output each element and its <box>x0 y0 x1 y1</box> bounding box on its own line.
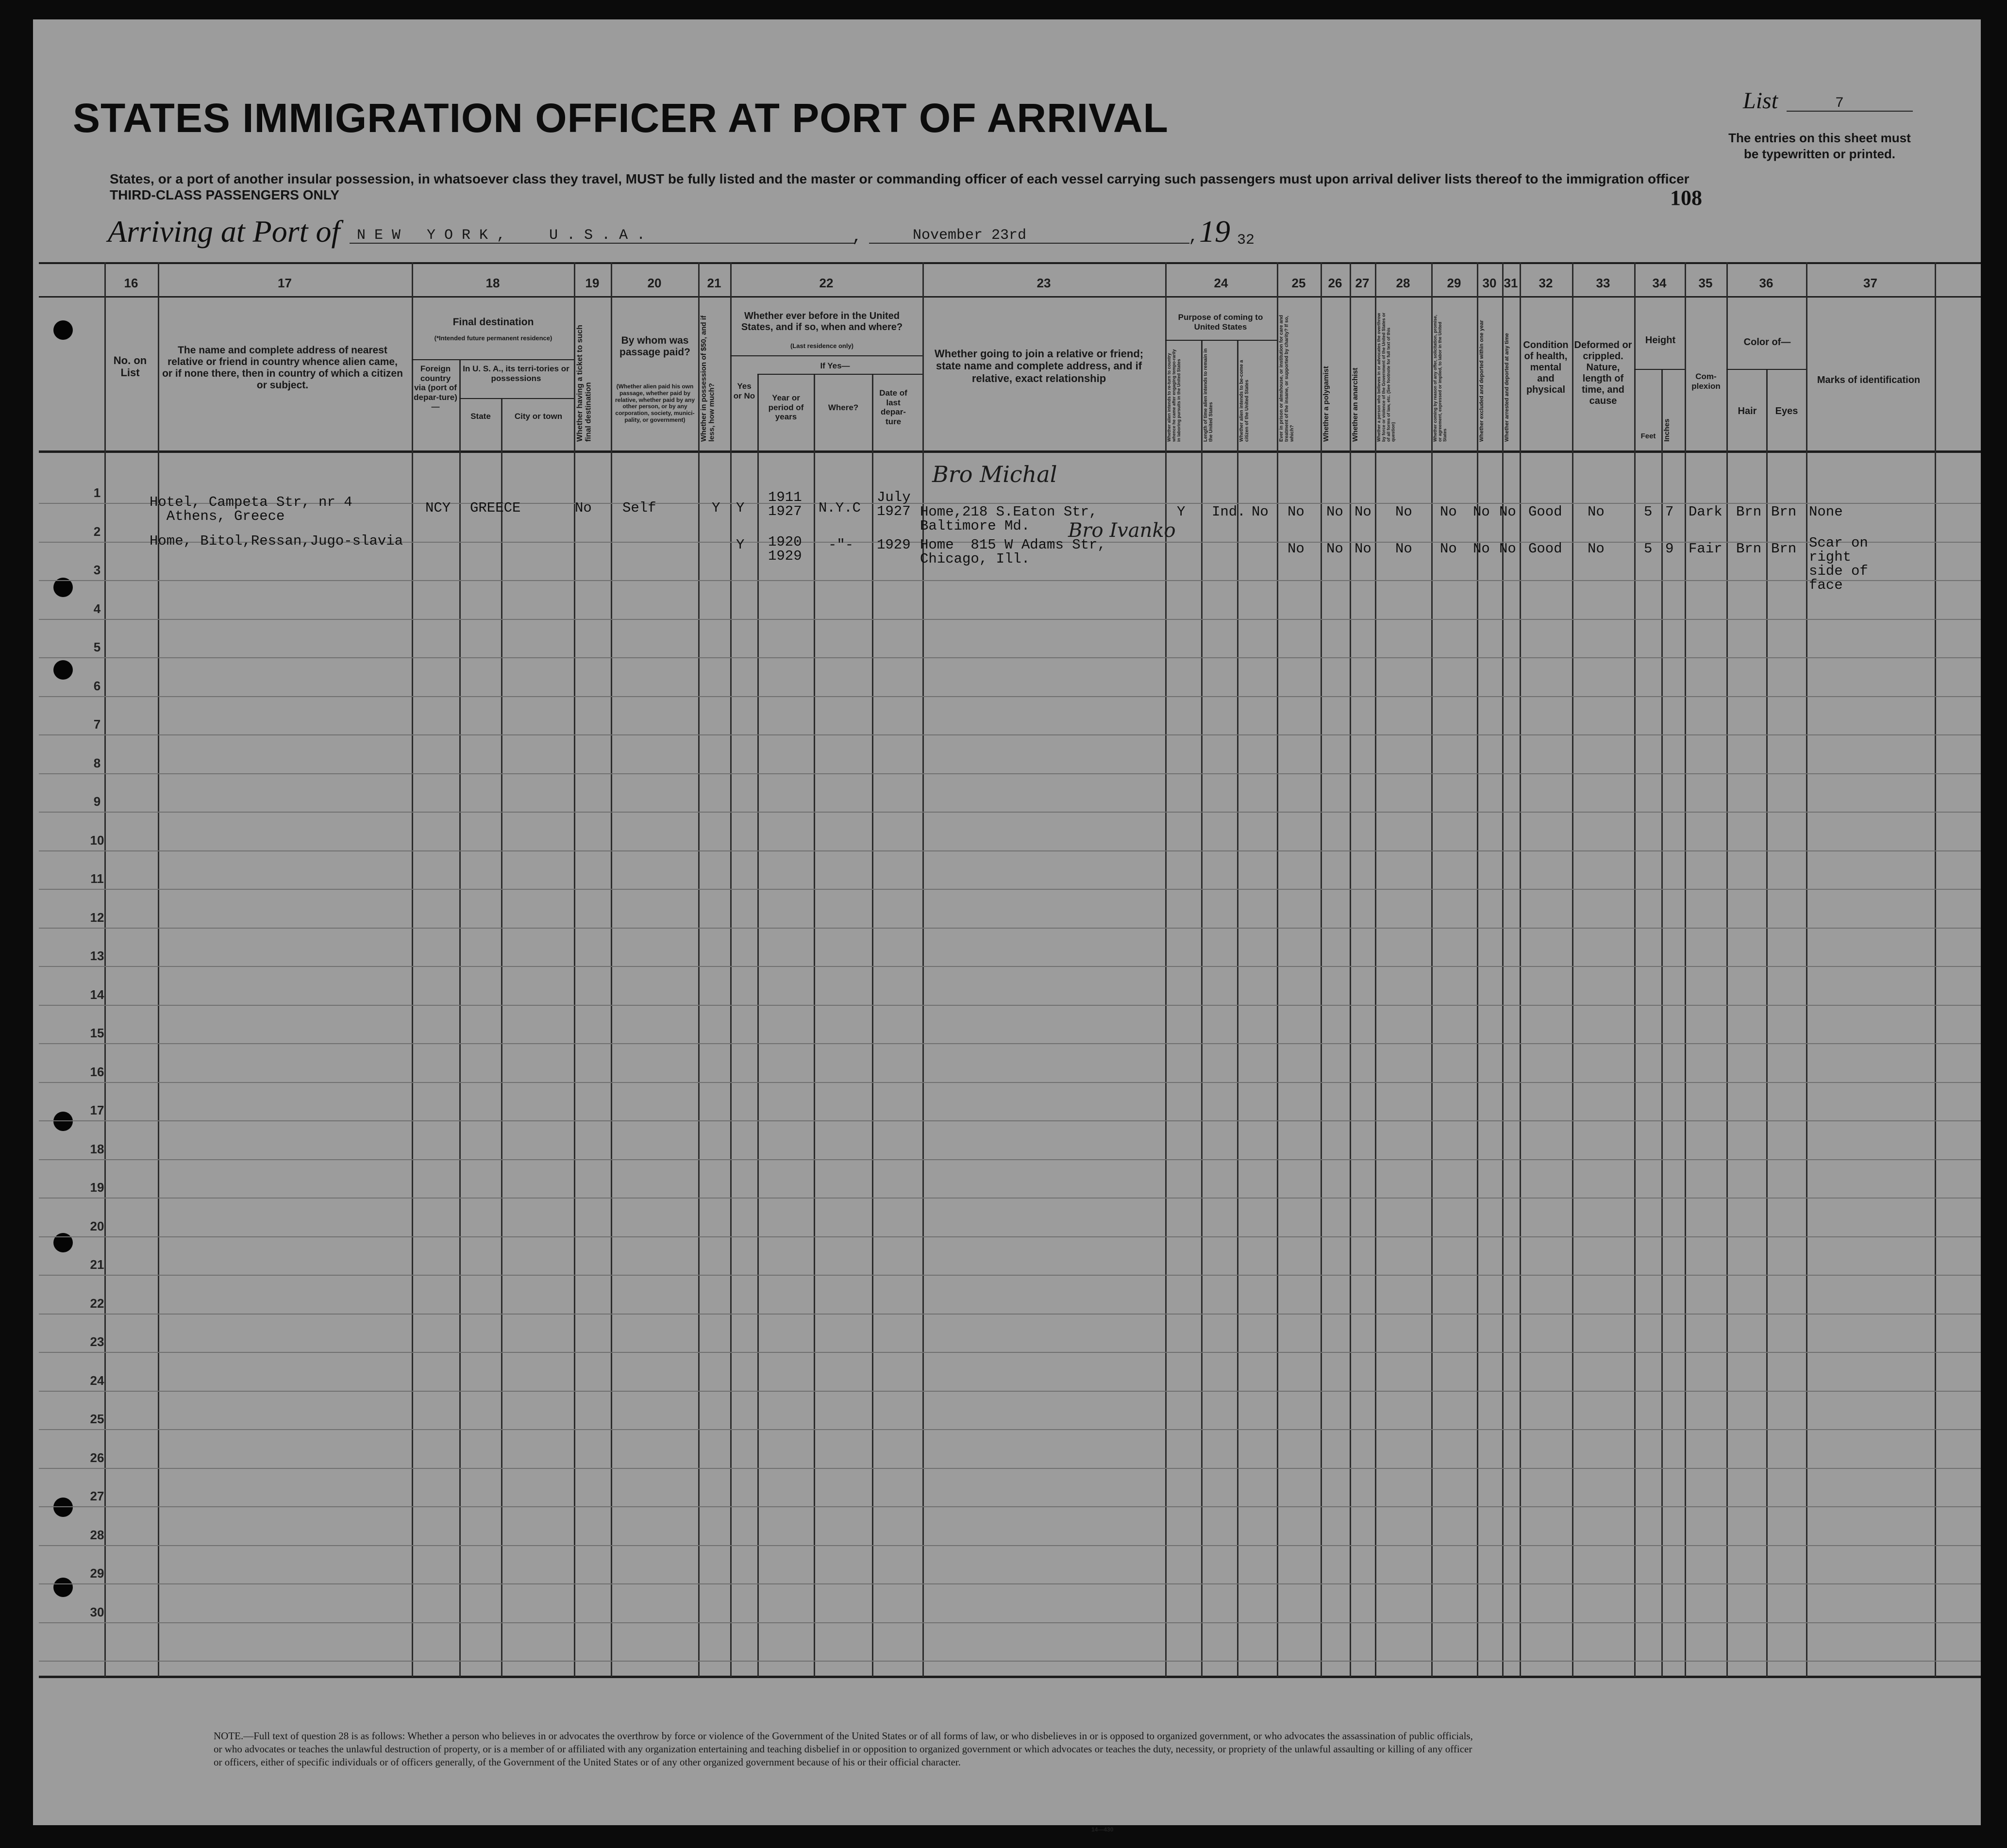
row-number: 2 <box>93 524 101 539</box>
row2-overthrow: No <box>1395 541 1412 557</box>
header-marks: Marks of identification <box>1817 375 1921 385</box>
sub-column-line <box>1201 340 1203 1677</box>
row1-where: N.Y.C <box>819 500 861 516</box>
row1-purpose-citizen: No <box>1252 504 1269 520</box>
row-number: 6 <box>93 679 101 693</box>
row-number: 29 <box>90 1566 104 1581</box>
sub-column-line <box>501 398 502 1677</box>
row1-relative: Hotel, Campeta Str, nr 4 Athens, Greece <box>150 494 352 524</box>
row-line <box>39 657 1981 658</box>
row2-hair: Brn <box>1736 541 1762 557</box>
year-prefix: 19 <box>1199 214 1230 249</box>
row-line <box>39 1005 1981 1006</box>
header-year-period: Year or period of years <box>768 393 804 422</box>
row-number: 25 <box>90 1412 104 1426</box>
row1-join-relative: Home,218 S.Eaton Str, Baltimore Md. <box>920 504 1098 534</box>
column-number: 24 <box>1214 276 1228 290</box>
header-purpose: Purpose of coming to United States <box>1178 313 1263 332</box>
column-line <box>1685 262 1686 1677</box>
header-where: Where? <box>828 403 859 412</box>
header-purpose-length: Length of time alien intends to remain in the United States <box>1203 348 1214 442</box>
entries-note-line: The entries on this sheet must <box>1728 131 1911 145</box>
table-top-rule <box>39 262 1981 264</box>
comma: , <box>1188 228 1199 247</box>
row-line <box>39 696 1981 697</box>
row-line <box>39 1468 1981 1469</box>
header-purpose-citizen: Whether alien intends to be-come a citizen of the United States <box>1239 360 1250 442</box>
header-final-destination: Final destination <box>452 316 534 328</box>
header-sub-rule <box>1634 369 1685 370</box>
row2-anarchist: No <box>1355 541 1371 557</box>
header-passage-sub: (Whether alien paid his own passage, whether paid by relative, whether paid by any other person, or by any corporation, society, munici-pality, or government) <box>615 383 695 423</box>
row1-health: Good <box>1528 504 1562 520</box>
column-line <box>1277 262 1278 1677</box>
column-number: 25 <box>1291 276 1306 290</box>
row-number: 3 <box>93 563 101 577</box>
row-number: 11 <box>90 871 104 886</box>
row1-yes-no: Y <box>736 500 745 516</box>
row-number: 15 <box>90 1026 104 1040</box>
row1-handwriting: Bro Michal <box>932 461 1057 487</box>
row-number: 19 <box>90 1180 104 1195</box>
row-line <box>39 1082 1981 1083</box>
header-no-on-list: No. on List <box>113 354 147 379</box>
column-line <box>412 262 413 1677</box>
row-line <box>39 619 1981 620</box>
header-sub-rule <box>412 359 574 360</box>
entries-note-line: be typewritten or printed. <box>1743 146 1896 161</box>
row1-inches: 7 <box>1665 504 1674 520</box>
header-polygamist: Whether a polygamist <box>1322 366 1330 442</box>
header-prison: Ever in prison or almshouse, or institution for care and treatment of the insane, or supported by charity? If so, which? <box>1279 315 1295 442</box>
row-number: 27 <box>90 1489 104 1503</box>
column-number: 29 <box>1447 276 1461 290</box>
header-sub-rule <box>730 355 922 356</box>
punch-hole <box>53 1578 73 1597</box>
column-line <box>1477 262 1478 1677</box>
row-line <box>39 1583 1981 1584</box>
row-number: 21 <box>90 1257 104 1272</box>
column-line <box>574 262 575 1677</box>
row1-polygamist: No <box>1326 504 1343 520</box>
row-number: 18 <box>90 1142 104 1156</box>
punch-hole <box>53 1112 73 1131</box>
header-sub-rule <box>757 374 922 375</box>
row-line <box>39 1352 1981 1353</box>
row2-where: -"- <box>828 537 854 553</box>
row1-ticket: No <box>575 500 592 516</box>
row-line <box>39 966 1981 967</box>
row2-offer: No <box>1440 541 1457 557</box>
sub-column-line <box>757 374 759 1677</box>
header-yes-no: Yes or No <box>733 382 755 400</box>
row-number: 24 <box>90 1373 104 1388</box>
column-line <box>922 262 924 1677</box>
port-value: N E W Y O R K , U . S . A . <box>357 227 646 244</box>
header-city: City or town <box>514 412 563 421</box>
row-line <box>39 1429 1981 1430</box>
header-overthrow: Whether a person who believes in or advocates the overthrow by force or violence of the Government of the United States or of all forms of law, etc. (See footnote for full text of this question) <box>1376 312 1396 442</box>
row-number: 22 <box>90 1296 104 1311</box>
row-number: 13 <box>90 949 104 963</box>
row1-foreign-country: NCY <box>425 500 451 516</box>
column-number: 17 <box>278 276 292 290</box>
list-label: List <box>1743 88 1778 114</box>
row2-prison: No <box>1288 541 1305 557</box>
row2-excluded: No <box>1473 541 1490 557</box>
row1-marks: None <box>1809 504 1843 520</box>
header-state: State <box>470 412 491 421</box>
row-number: 9 <box>93 794 101 809</box>
sub-column-line <box>1766 369 1768 1677</box>
header-relative: The name and complete address of nearest relative or friend in country whence alien came, or if none there, then in country of which a citizen or subject. <box>162 345 403 391</box>
header-ever-before: Whether ever before in the United States, and if so, when and where? <box>741 311 903 333</box>
header-foreign-country: Foreign country via (port of depar-ture)— <box>414 364 457 412</box>
header-anarchist: Whether an anarchist <box>1351 367 1359 442</box>
row-number: 10 <box>90 833 104 848</box>
row-line <box>39 773 1981 774</box>
column-number: 21 <box>707 276 721 290</box>
date-value: November 23rd <box>913 227 1027 244</box>
row2-deformed: No <box>1588 541 1605 557</box>
column-number: 28 <box>1396 276 1410 290</box>
column-number-rule <box>39 296 1981 298</box>
header-hair: Hair <box>1738 406 1757 416</box>
sub-column-line <box>814 374 815 1677</box>
row-line <box>39 580 1981 581</box>
column-line <box>698 262 700 1677</box>
row2-arrested: No <box>1499 541 1516 557</box>
row-number: 14 <box>90 987 104 1002</box>
column-number: 27 <box>1355 276 1370 290</box>
column-number: 30 <box>1482 276 1497 290</box>
row2-departure: 1929 <box>877 537 911 553</box>
column-number: 20 <box>647 276 662 290</box>
header-ticket: Whether having a ticket to such final destination <box>576 325 593 442</box>
row-line <box>39 1275 1981 1276</box>
row1-passage: Self <box>622 500 656 516</box>
header-offer: Whether coming by reason of any offer, solicitation, promise, or agreement, expressed or implied, to labor in the United States <box>1433 315 1447 442</box>
row-number: 1 <box>93 485 101 500</box>
punch-hole <box>53 320 73 340</box>
row-number: 26 <box>90 1450 104 1465</box>
header-inches: Inches <box>1663 418 1671 442</box>
row-line <box>39 1661 1981 1662</box>
column-line <box>1350 262 1351 1677</box>
row-number: 23 <box>90 1334 104 1349</box>
row-line <box>39 1622 1981 1623</box>
row1-prison: No <box>1288 504 1305 520</box>
column-line <box>611 262 612 1677</box>
column-line <box>1726 262 1728 1677</box>
row1-years: 1911 1927 <box>768 489 802 519</box>
header-sub-rule <box>1165 340 1277 341</box>
row2-complexion: Fair <box>1689 541 1723 557</box>
header-date-departure: Date of last depar-ture <box>879 388 907 426</box>
column-number: 33 <box>1596 276 1610 290</box>
column-number: 35 <box>1698 276 1713 290</box>
header-sub-rule <box>459 398 574 399</box>
row2-feet: 5 <box>1644 541 1653 557</box>
row2-inches: 9 <box>1665 541 1674 557</box>
column-line <box>730 262 732 1677</box>
row2-relative: Home, Bitol,Ressan,Jugo-slavia <box>150 533 403 549</box>
header-if-yes: If Yes— <box>820 361 850 370</box>
sub-column-line <box>1661 369 1663 1677</box>
row1-complexion: Dark <box>1689 504 1723 520</box>
row1-deformed: No <box>1588 504 1605 520</box>
row1-departure: July 1927 <box>877 489 911 519</box>
row-number: 20 <box>90 1219 104 1233</box>
column-number: 37 <box>1863 276 1877 290</box>
header-bottom-rule <box>39 450 1981 453</box>
sub-column-line <box>459 359 461 1677</box>
table-bottom-rule <box>39 1676 1981 1678</box>
sub-column-line <box>1237 340 1238 1677</box>
row-line <box>39 1545 1981 1546</box>
column-number: 19 <box>585 276 600 290</box>
row-number: 16 <box>90 1065 104 1079</box>
entries-note <box>1693 130 1946 162</box>
header-complexion: Com-plexion <box>1691 372 1721 391</box>
column-number: 34 <box>1652 276 1667 290</box>
column-number: 22 <box>819 276 834 290</box>
header-ever-before-sub: (Last residence only) <box>790 342 854 350</box>
row2-polygamist: No <box>1326 541 1343 557</box>
row-line <box>39 1314 1981 1315</box>
row-number: 12 <box>90 910 104 925</box>
row-line <box>39 1391 1981 1392</box>
header-deformed: Deformed or crippled. Nature, length of time, and cause <box>1574 340 1632 406</box>
header-in-usa: In U. S. A., its terri-tories or possessions <box>463 364 569 383</box>
row1-offer: No <box>1440 504 1457 520</box>
row-line <box>39 928 1981 929</box>
row-number: 5 <box>93 640 101 654</box>
column-line <box>1165 262 1167 1677</box>
row1-excluded: No <box>1473 504 1490 520</box>
column-number: 31 <box>1504 276 1518 290</box>
header-height: Height <box>1645 335 1676 346</box>
comma: , <box>852 228 862 247</box>
column-line <box>1572 262 1573 1677</box>
footnote: NOTE.—Full text of question 28 is as follows: Whether a person who believes in or advocates the overthrow by force or violence of the Government of the United States or of all forms of law, or who disbelieves in or is opposed to organized government, or who advocates the assassination of public officials, or who advocates or teaches the unlawful destruction of property, or is a member of or affiliated with any organization entertaining and teaching disbelief in or opposition to organized government or which advocates or teaches the duty, necessity, or propriety of the unlawful assaulting or killing of any officer or officers, either of specific individuals or of officers generally, of the Government of the United States or of any other organized government because of his or their official character. <box>214 1730 1473 1768</box>
column-line <box>1806 262 1807 1677</box>
row2-yes-no: Y <box>736 537 745 553</box>
row-line <box>39 850 1981 851</box>
row1-purpose-length: Ind. <box>1212 504 1246 520</box>
header-join-relative: Whether going to join a relative or friend; state name and complete address, and if relative, exact relationship <box>934 348 1144 384</box>
row-line <box>39 1236 1981 1237</box>
row1-possession: Y <box>712 500 720 516</box>
column-line <box>1935 262 1936 1677</box>
row-line <box>39 1043 1981 1044</box>
column-line <box>1634 262 1636 1677</box>
row-number: 17 <box>90 1103 104 1117</box>
row-line <box>39 889 1981 890</box>
row1-purpose-return: Y <box>1177 504 1186 520</box>
row2-join-relative: Home 815 W Adams Str, Chicago, Ill. <box>920 537 1106 567</box>
form-number: 14—430 <box>1091 1826 1114 1833</box>
list-underline <box>1787 111 1913 112</box>
column-line <box>1321 262 1322 1677</box>
header-final-destination-sub: (*Intended future permanent residence) <box>434 334 552 342</box>
row-number: 30 <box>90 1605 104 1619</box>
class-label: THIRD-CLASS PASSENGERS ONLY <box>110 187 339 202</box>
header-health: Condition of health, mental and physical <box>1523 340 1569 395</box>
row2-marks: Scar on right side of face <box>1809 535 1868 593</box>
column-number: 18 <box>485 276 500 290</box>
header-possession: Whether in possession of $50, and if less, how much? <box>700 315 716 442</box>
column-number: 36 <box>1759 276 1773 290</box>
row-number: 28 <box>90 1528 104 1542</box>
header-passage: By whom was passage paid? <box>619 335 690 358</box>
row1-overthrow: No <box>1395 504 1412 520</box>
column-number: 32 <box>1539 276 1553 290</box>
column-number: 26 <box>1328 276 1342 290</box>
row-line <box>39 1506 1981 1507</box>
punch-hole <box>53 660 73 680</box>
arriving-label: Arriving at Port of <box>108 214 340 249</box>
header-purpose-return: Whether alien intends to re-turn to country whence he came after engaging tempo-rarily in laboring pursuits in the United States <box>1167 349 1181 442</box>
row1-hair: Brn <box>1736 504 1762 520</box>
header-feet: Feet <box>1640 432 1656 440</box>
row2-handwriting: Bro Ivanko <box>1068 519 1176 542</box>
row2-eyes: Brn <box>1771 541 1797 557</box>
row-number: 7 <box>93 717 101 732</box>
column-number: 16 <box>124 276 138 290</box>
row-line <box>39 734 1981 735</box>
row-line <box>39 1159 1981 1160</box>
column-line <box>158 262 159 1677</box>
page-number: 108 <box>1670 186 1702 210</box>
row1-feet: 5 <box>1644 504 1653 520</box>
row-number: 4 <box>93 601 101 616</box>
column-line <box>1520 262 1521 1677</box>
page-title: STATES IMMIGRATION OFFICER AT PORT OF ARRIVAL <box>73 95 1169 141</box>
year-suffix: 32 <box>1237 232 1255 249</box>
instruction-line: States, or a port of another insular possession, in whatsoever class they travel, MUST be fully listed and the master or commanding officer of each vessel carrying such passengers must upon arrival deliver lists thereof to the immigration officer <box>110 171 1689 186</box>
row1-state: GREECE <box>470 500 521 516</box>
column-line <box>1502 262 1504 1677</box>
column-number: 23 <box>1037 276 1051 290</box>
row2-years: 1920 1929 <box>768 534 802 564</box>
row1-arrested: No <box>1499 504 1516 520</box>
row-line <box>39 1120 1981 1121</box>
list-value: 7 <box>1835 95 1844 112</box>
row1-eyes: Brn <box>1771 504 1797 520</box>
column-line <box>1375 262 1376 1677</box>
row2-health: Good <box>1528 541 1562 557</box>
row-line <box>39 812 1981 813</box>
sub-column-line <box>872 374 873 1677</box>
punch-hole <box>53 1498 73 1517</box>
header-eyes: Eyes <box>1775 406 1798 416</box>
punch-hole <box>53 1233 73 1252</box>
header-color-of: Color of— <box>1743 337 1791 348</box>
row-line <box>39 1198 1981 1199</box>
column-line <box>1431 262 1433 1677</box>
row1-anarchist: No <box>1355 504 1371 520</box>
header-sub-rule <box>1726 369 1806 370</box>
header-arrested: Whether arrested and deported at any time <box>1504 333 1510 442</box>
row-number: 8 <box>93 756 101 770</box>
header-excluded: Whether excluded and deported within one year <box>1479 320 1485 442</box>
